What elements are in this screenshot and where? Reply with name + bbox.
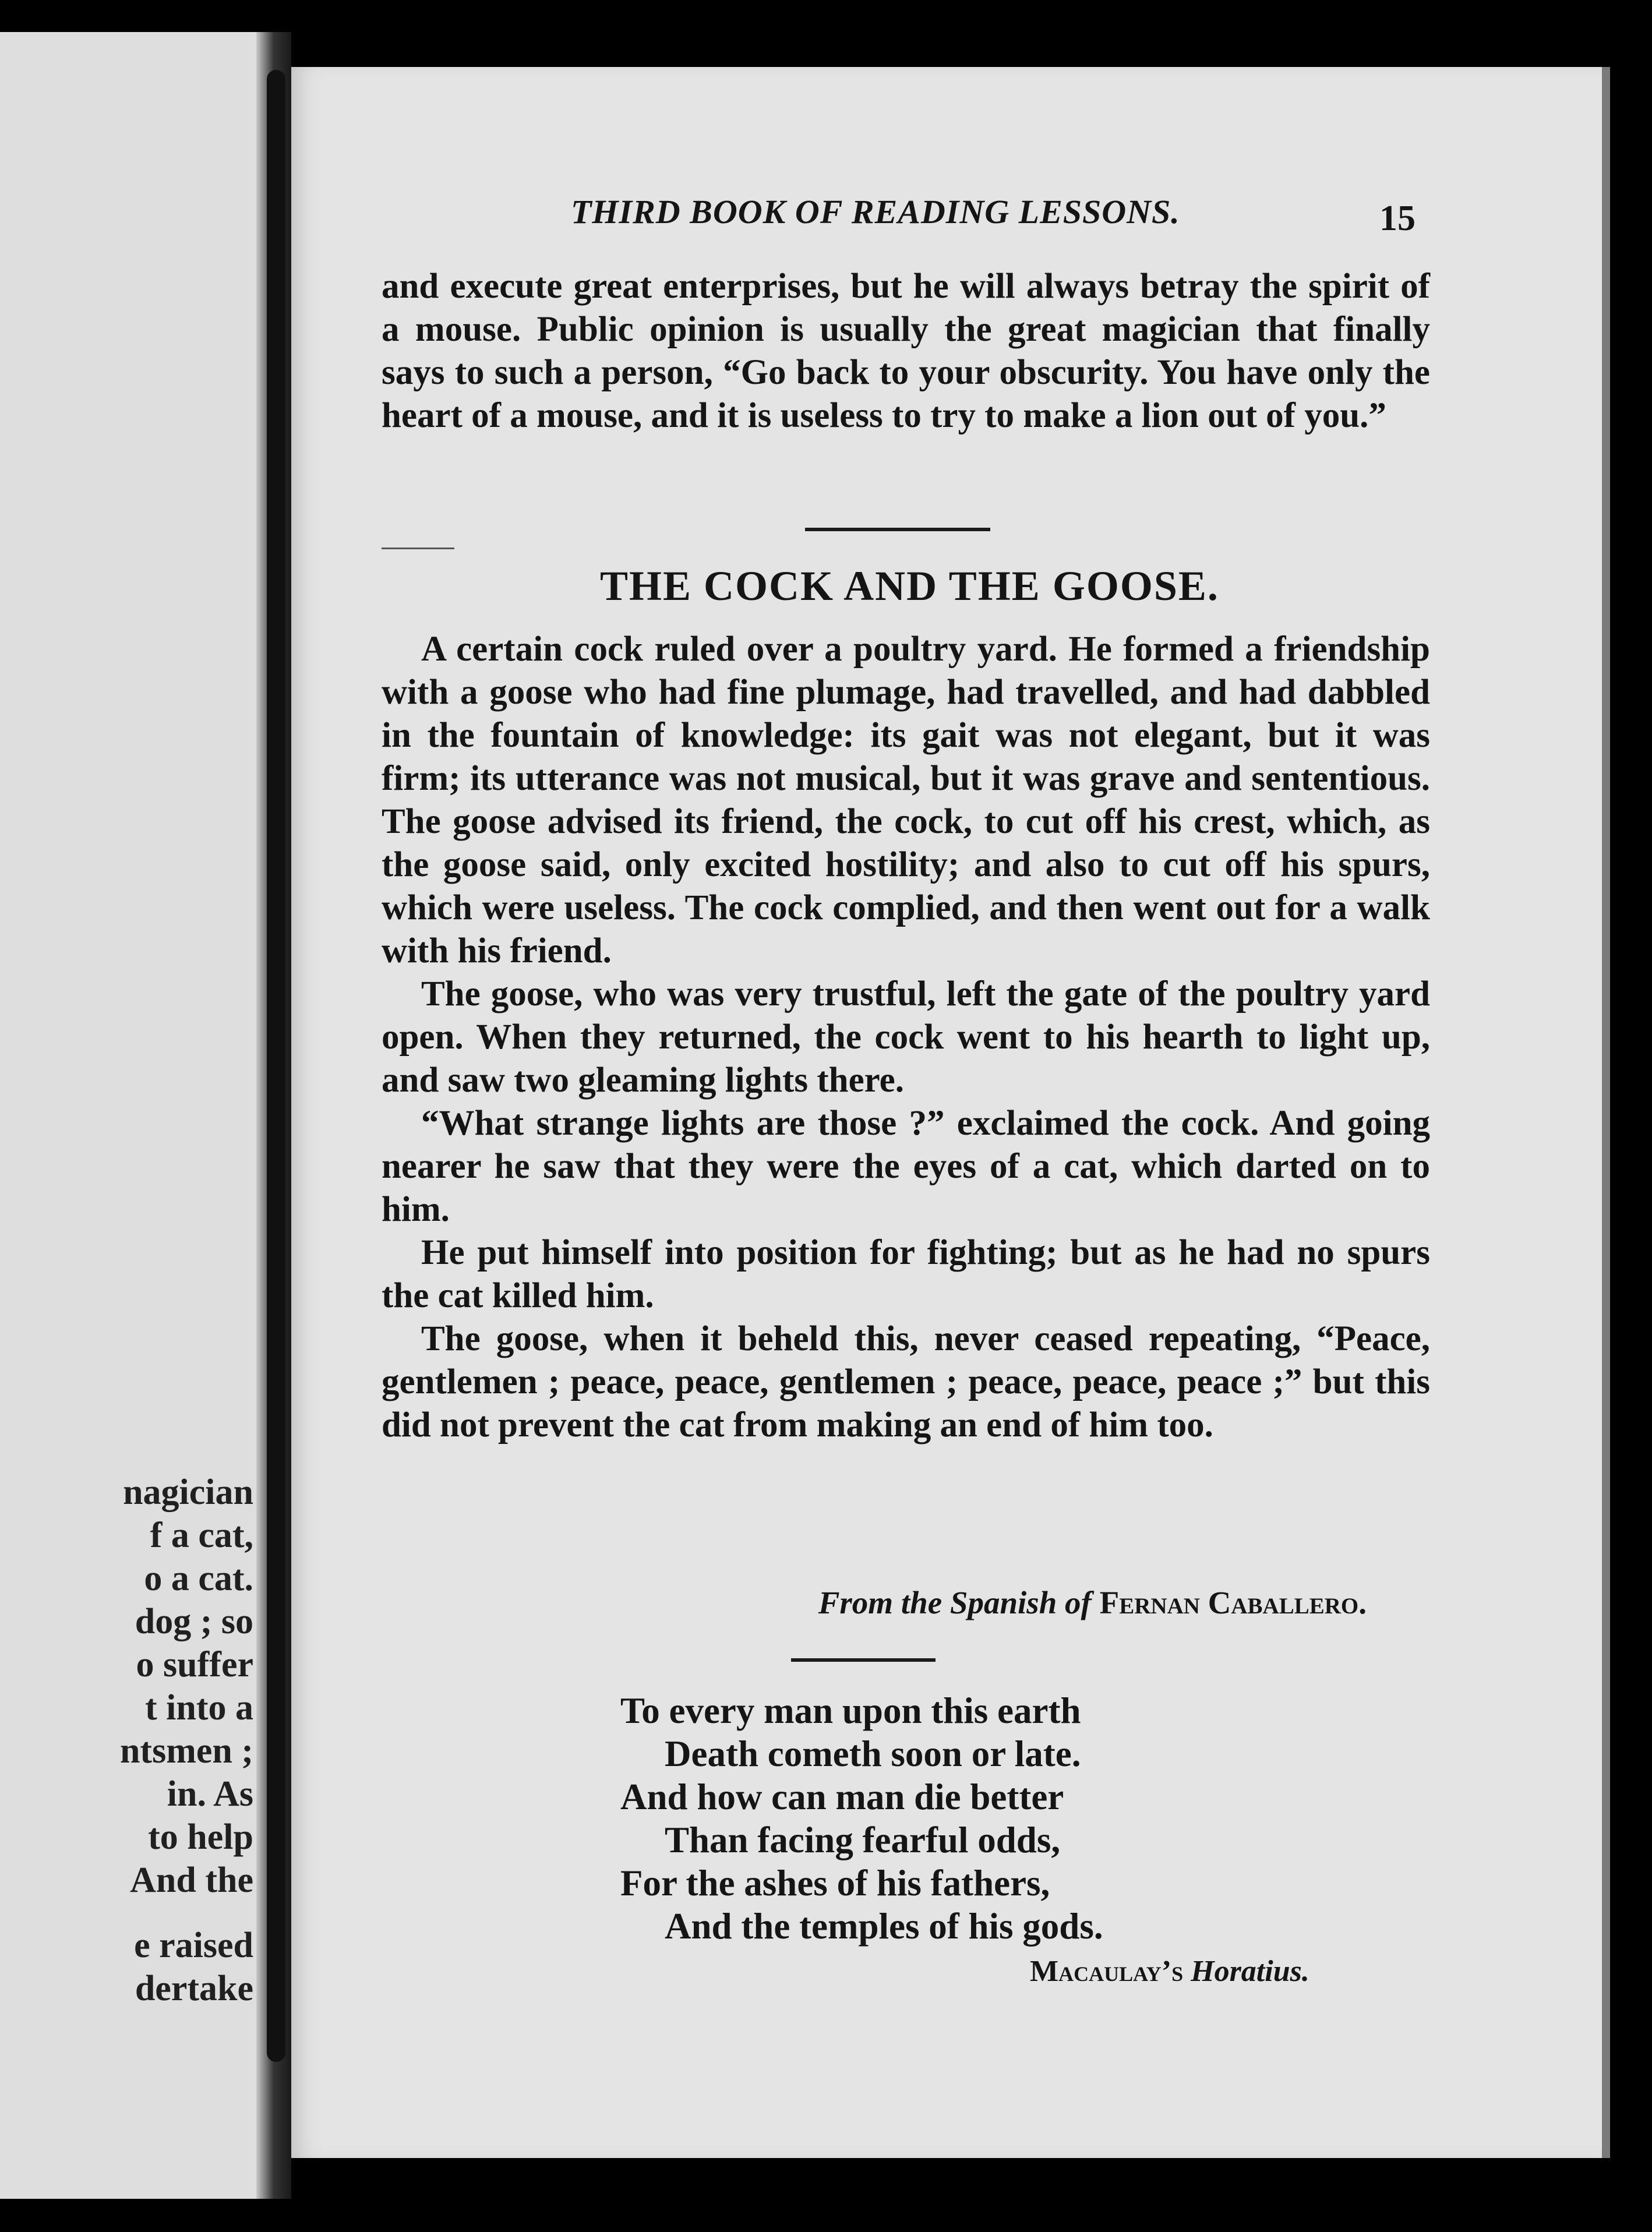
poem-line: Death cometh soon or late.: [665, 1733, 1081, 1774]
story-paragraph: A certain cock ruled over a poultry yard. He formed a friendship with a goose who had fine plumage, had travelled, and had dabbled in the fountain of knowledge: its gait was not elegant, but it was firm; its utterance was not musical, but it was grave and sententious. The goose advised its friend, the cock, to cut off his crest, which, as the goose said, only excited hostility; and also to cut off his spurs, which were useless. The cock complied, and then went out for a walk with his friend.: [382, 630, 1430, 970]
previous-page-line: to help: [148, 1817, 253, 1857]
previous-page-line: f a cat,: [150, 1516, 253, 1555]
running-header: THIRD BOOK OF READING LESSONS.: [571, 193, 1180, 231]
poem-attribution: [1030, 1954, 1309, 1989]
story-paragraph: The goose, when it beheld this, never ceased repeating, “Peace, gentlemen ; peace, peace, gentlemen ; peace, peace, peace ;” but this did not prevent the cat from making an end of him too.: [382, 1319, 1430, 1445]
poem-author: Macaulay’s: [1030, 1955, 1184, 1988]
previous-page-line: And the: [130, 1860, 253, 1900]
story-attribution: [818, 1584, 1367, 1621]
previous-page-line: o suffer: [136, 1645, 253, 1684]
poem-line: To every man upon this earth: [620, 1690, 1081, 1731]
previous-page-line: o a cat.: [144, 1559, 253, 1598]
story-body: [382, 628, 1430, 1447]
story-title: THE COCK AND THE GOOSE.: [600, 563, 1219, 609]
previous-page: [0, 32, 256, 2199]
previous-page-line: e raised: [134, 1926, 253, 1965]
previous-page-line: dog ; so: [135, 1602, 253, 1641]
poem-line: And how can man die better: [620, 1777, 1064, 1817]
opening-paragraph: [382, 265, 1430, 437]
poem-line: And the temples of his gods.: [665, 1906, 1103, 1947]
previous-page-gap: [0, 1902, 253, 1924]
poem-divider: [791, 1658, 936, 1662]
previous-page-line: in. As: [167, 1774, 253, 1814]
previous-page-line: t into a: [145, 1688, 253, 1728]
story-paragraph: He put himself into position for fighting; but as he had no spurs the cat killed him.: [382, 1233, 1430, 1315]
poem: [620, 1689, 1407, 1948]
attribution-prefix: From the Spanish of: [818, 1585, 1092, 1620]
previous-page-line: dertake: [135, 1969, 253, 2008]
section-divider: [805, 528, 990, 531]
story-paragraph: The goose, who was very trustful, left the gate of the poultry yard open. When they returned, the cock went to his hearth to light up, and saw two gleaming lights there.: [382, 974, 1430, 1100]
page-number: 15: [1379, 199, 1416, 238]
paragraph: and execute great enterprises, but he will always betray the spirit of a mouse. Public opinion is usually the great magician that finally says to such a person, “Go back to your obscurity. You have only the heart of a mouse, and it is useless to try to make a lion out of you.”: [382, 267, 1430, 435]
attribution-author: Fernan Caballero.: [1099, 1585, 1367, 1620]
previous-page-text: [0, 1471, 253, 2010]
book-spine-shadow: [267, 70, 285, 2062]
story-paragraph: “What strange lights are those ?” exclaimed the cock. And going nearer he saw that they were the eyes of a cat, which darted on to him.: [382, 1104, 1430, 1229]
previous-page-line: ntsmen ;: [119, 1731, 253, 1771]
poem-work: Horatius.: [1191, 1955, 1309, 1988]
previous-page-line: nagician: [123, 1472, 253, 1512]
margin-mark: [382, 548, 454, 549]
poem-line: For the ashes of his fathers,: [620, 1863, 1050, 1903]
poem-line: Than facing fearful odds,: [665, 1820, 1061, 1860]
